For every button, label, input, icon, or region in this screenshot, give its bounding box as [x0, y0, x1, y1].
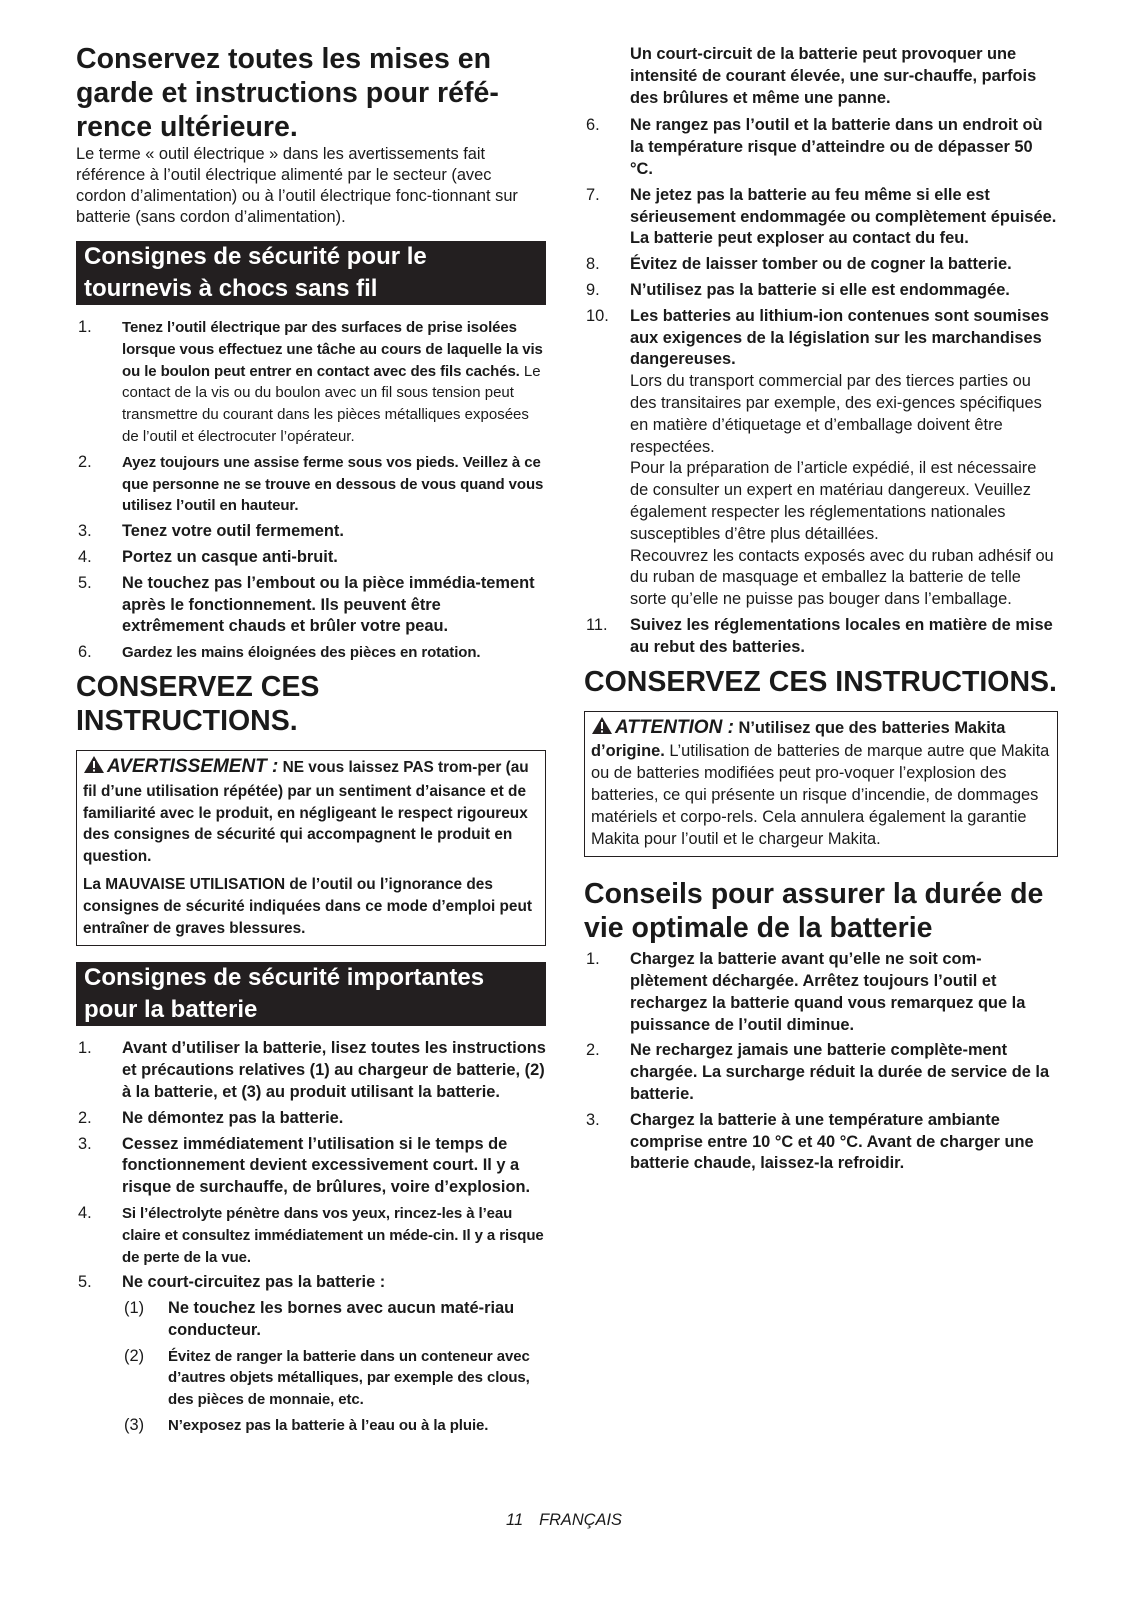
page-footer — [0, 1511, 1128, 1530]
list-item: 9. N’utilisez pas la batterie si elle est endommagée. — [586, 280, 1010, 299]
sub-list — [122, 1298, 546, 1437]
list-item: 3. Tenez votre outil fermement. — [78, 522, 344, 541]
warning-triangle-icon — [83, 755, 105, 781]
list-item: 8. Évitez de laisser tomber ou de cogner la batterie. — [586, 255, 1012, 274]
list-item: 6. Gardez les mains éloignées des pièces en rotation. — [78, 643, 481, 662]
sub-list-item: (3) N’exposez pas la batterie à l’eau ou à la pluie. — [124, 1416, 489, 1435]
right-column — [584, 44, 1058, 1179]
battery-safety-list — [76, 1038, 546, 1437]
list-item: 6. Ne rangez pas l’outil et la batterie dans un endroit où la température risque d’atteindre ou de dépasser 50 °C. — [586, 116, 1043, 178]
list-item: 2. Ne rechargez jamais une batterie complète-ment chargée. La surcharge réduit la durée de service de la batterie. — [586, 1041, 1050, 1104]
list-item: 4. Si l’électrolyte pénètre dans vos yeux, rincez-les à l’eau claire et consultez immédiatement un méde-cin. Il y a risque de perte de la vue. — [78, 1203, 544, 1266]
tips-heading: Conseils pour assurer la durée de vie optimale de la batterie — [584, 878, 1044, 945]
sub-list-item: (2) Évitez de ranger la batterie dans un conteneur avec d’autres objets métalliques, par exemple des clous, des pièces de monnaie, etc. — [124, 1346, 530, 1409]
warning-label: AVERTISSEMENT : — [107, 755, 279, 777]
screwdriver-safety-list — [76, 317, 546, 664]
keep-instructions-heading-2: CONSERVEZ CES INSTRUCTIONS. — [584, 665, 1057, 698]
page-title: Conservez toutes les mises en garde et instructions pour réfé-rence ultérieure. — [76, 43, 499, 143]
keep-instructions-heading: CONSERVEZ CES INSTRUCTIONS. — [76, 670, 320, 737]
sub-list-item: (1) Ne touchez les bornes avec aucun maté-riau conducteur. — [124, 1299, 515, 1339]
language-label: FRANÇAIS — [539, 1511, 622, 1529]
warning-triangle-icon — [591, 716, 613, 742]
section-heading-battery: Consignes de sécurité importantes pour la batterie — [76, 962, 546, 1026]
list-item: 2. Ne démontez pas la batterie. — [78, 1108, 344, 1127]
list-item: 3. Chargez la batterie à une température ambiante comprise entre 10 °C et 40 °C. Avant de charger une batterie chaude, laissez-la refroidir. — [586, 1110, 1034, 1173]
list-item: 5. Ne touchez pas l’embout ou la pièce immédia-tement après le fonctionnement. Ils peuvent être extrêmement chauds et brûler votre peau. — [78, 573, 535, 636]
attention-label: ATTENTION : — [615, 716, 734, 738]
section-heading-screwdriver: Consignes de sécurité pour le tournevis à chocs sans fil — [76, 241, 546, 305]
list-item: 11. Suivez les réglementations locales en matière de mise au rebut des batteries. — [586, 615, 1053, 656]
list-item: 1. Tenez l’outil électrique par des surfaces de prise isolées lorsque vous effectuez une tâche au cours de laquelle la vis ou le boulon peut entrer en contact avec des fils cachés. Le contact de la vis ou du boulon avec un fil sous tension peut transmettre du courant dans les pièces métalliques exposées de l’outil et électrocuter l’opérateur. — [78, 318, 543, 445]
list-item: 1. Chargez la batterie avant qu’elle ne soit com-plètement déchargée. Arrêtez toujours l’outil et rechargez la batterie quand vous remarquez que la puissance de l’outil diminue. — [586, 950, 1026, 1034]
list-item-continuation: Un court-circuit de la batterie peut provoquer une intensité de courant élevée, une sur-chauffe, parfois des brûlures et même une panne. — [630, 45, 1037, 107]
list-item: 2. Ayez toujours une assise ferme sous vos pieds. Veillez à ce que personne ne se trouve en dessous de vous quand vous utilisez l’outil en hauteur. — [78, 452, 544, 515]
attention-box: ATTENTION : N’utilisez que des batteries Makita d’origine. L’utilisation de batteries de marque autre que Makita ou de batteries modifiées peut pro-voquer l’explosion des batteries, ce qui présente un risque d’incendie, de dommages matériels et corpo-rels. Cela annulera également la garantie Makita pour l’outil et le chargeur Makita. — [584, 711, 1058, 858]
list-item: 5. Ne court-circuitez pas la batterie : (1) Ne touchez les bornes avec aucun maté-riau conducteur. (2) Évitez de ranger la batterie dans un conteneur avec d’autres objets métalliques, par exemple des clous, des pièces de monnaie, etc. (3) N’exposez pas la batterie à l’eau ou à la pluie. — [76, 1272, 546, 1437]
left-column — [76, 42, 546, 1441]
list-item: 4. Portez un casque anti-bruit. — [78, 547, 338, 566]
list-item: 1. Avant d’utiliser la batterie, lisez toutes les instructions et précautions relatives (1) au chargeur de batterie, (2) à la batterie, et (3) au produit utilisant la batterie. — [78, 1039, 546, 1101]
battery-safety-list-continued — [584, 44, 1058, 659]
list-item: 10. Les batteries au lithium-ion contenues sont soumises aux exigences de la législation sur les marchandises dangereuses. Lors du transport commercial par des tierces parties ou des transitaires par exemple, des exi-gences spécifiques en matière d’étiquetage et d’emballage doivent être respectées. Pour la préparation de l’article expédié, il est nécessaire de consulter un expert en matériau dangereux. Veuillez également respecter les réglementations nationales susceptibles d’être plus détaillées. Recouvrez les contacts exposés avec du ruban adhésif ou du ruban de masquage et emballez la batterie de telle sorte qu’elle ne puisse pas bouger dans l’emballage. — [586, 306, 1054, 609]
list-item: 7. Ne jetez pas la batterie au feu même si elle est sérieusement endommagée ou complètement épuisée. La batterie peut exploser au contact du feu. — [586, 185, 1057, 248]
battery-tips-list — [584, 949, 1058, 1175]
intro-paragraph: Le terme « outil électrique » dans les avertissements fait référence à l’outil électrique alimenté par le secteur (avec cordon d’alimentation) ou à l’outil électrique fonc-tionnant sur batterie (sans cordon d’alimentation). — [76, 145, 518, 226]
page-number: 11 — [506, 1511, 524, 1529]
warning-box: AVERTISSEMENT : NE vous laissez PAS trom-per (au fil d’une utilisation répétée) par un sentiment d’aisance et de familiarité avec le produit, en négligeant le respect rigoureux des consignes de sécurité qui accompagnent le produit en question. La MAUVAISE UTILISATION de l’outil ou l’ignorance des consignes de sécurité indiquées dans ce mode d’emploi peut entraîner de graves blessures. — [76, 750, 546, 946]
list-item: 3. Cessez immédiatement l’utilisation si le temps de fonctionnement devient excessivement court. Il y a risque de surchauffe, de brûlures, voire d’explosion. — [78, 1134, 531, 1197]
